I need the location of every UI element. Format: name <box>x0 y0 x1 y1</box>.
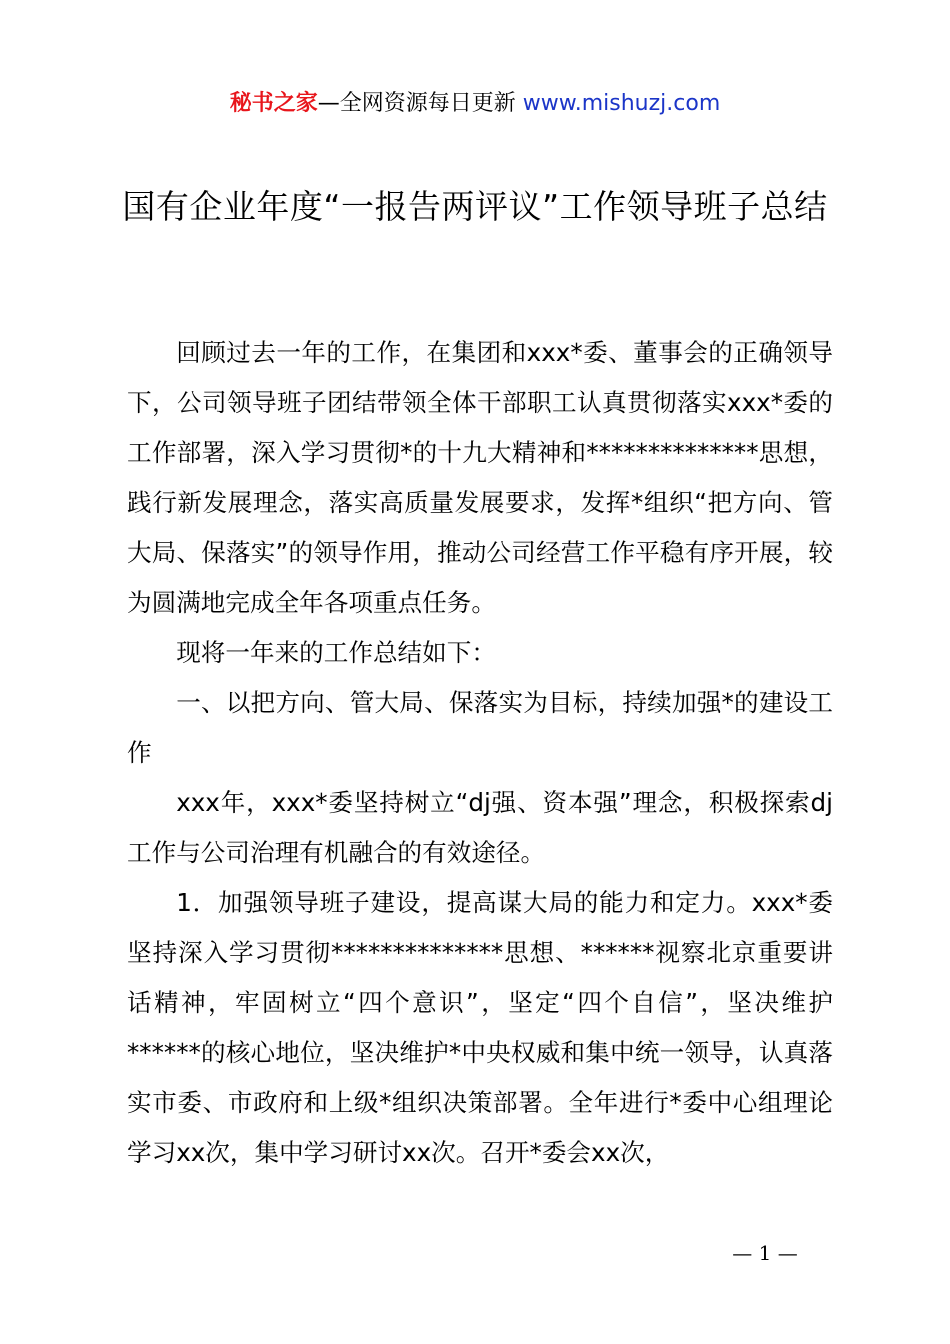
paragraph-item-one: 1．加强领导班子建设，提高谋大局的能力和定力。xxx*委坚持深入学习贯彻**************思想、******视察北京重要讲话精神，牢固树立“四个意识”，坚定“四个自信”，坚决维护******的核心地位，坚决维护*中央权威和集中统一领导，认真落实市委、市政府和上级*组织决策部署。全年进行*委中心组理论学习xx次，集中学习研讨xx次。召开*委会xx次， <box>127 888 833 1167</box>
document-title: 国有企业年度“一报告两评议”工作领导班子总结 <box>122 187 828 226</box>
page-number: — 1 — <box>732 1241 798 1265</box>
header-tagline: —全网资源每日更新 <box>317 91 523 116</box>
paragraph-summary-lead: 现将一年来的工作总结如下： <box>176 638 496 667</box>
paragraph-section-one-intro: xxx年，xxx*委坚持树立“dj强、资本强”理念，积极探索dj工作与公司治理有机融合的有效途径。 <box>127 788 833 867</box>
section-heading-one: 一、以把方向、管大局、保落实为目标，持续加强*的建设工作 <box>127 688 833 767</box>
site-header <box>0 88 950 120</box>
brand-name: 秘书之家 <box>229 91 318 116</box>
document-body <box>127 328 833 1178</box>
site-url-link[interactable]: www.mishuzj.com <box>522 91 721 116</box>
paragraph-intro: 回顾过去一年的工作，在集团和xxx*委、董事会的正确领导下，公司领导班子团结带领全体干部职工认真贯彻落实xxx*委的工作部署，深入学习贯彻*的十九大精神和**************思想，践行新发展理念，落实高质量发展要求，发挥*组织“把方向、管大局、保落实”的领导作用，推动公司经营工作平稳有序开展，较为圆满地完成全年各项重点任务。 <box>127 338 833 617</box>
